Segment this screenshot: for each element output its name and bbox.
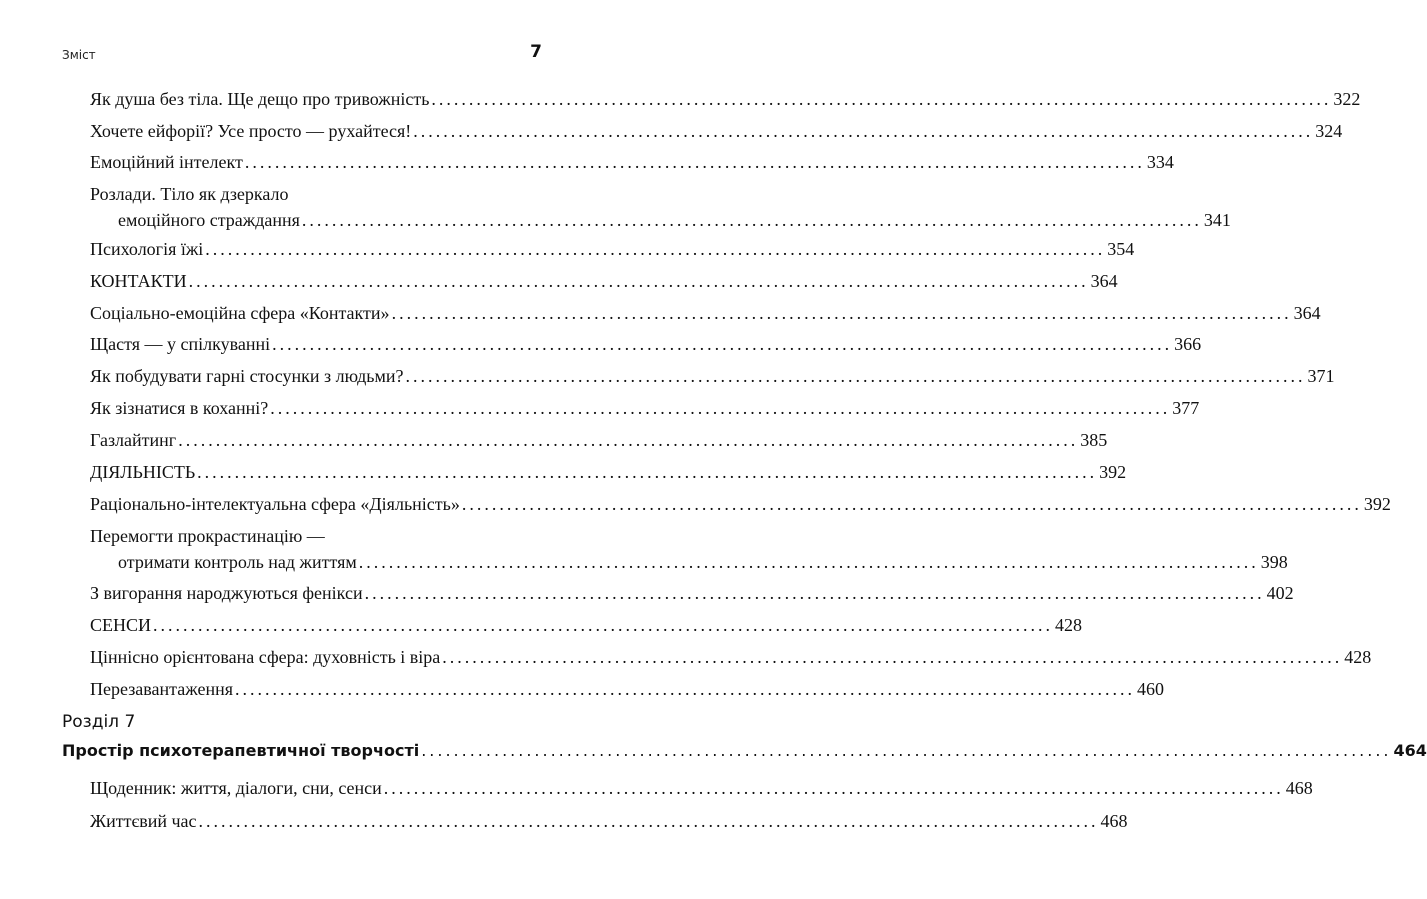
toc-title: Соціально-емоційна сфера «Контакти»	[90, 303, 390, 323]
toc-page: 385	[1080, 430, 1108, 450]
toc-title: Психологія їжі	[90, 239, 204, 259]
toc-entry-multiline	[90, 181, 1231, 233]
toc-entry	[90, 580, 1294, 606]
dot-leader: ........................................................................................................................	[405, 366, 1306, 386]
toc-title: КОНТАКТИ	[90, 271, 187, 291]
toc-title: Перезавантаження	[90, 679, 233, 699]
dot-leader: ........................................................................................................................	[235, 679, 1135, 699]
toc-page: 322	[1333, 89, 1361, 109]
toc-page: 364	[1090, 271, 1118, 291]
toc-page: 334	[1146, 152, 1174, 172]
toc-entry	[90, 808, 1128, 834]
toc-page: 341	[1203, 210, 1231, 230]
toc-entry	[90, 363, 1335, 389]
toc-title: Емоційний інтелект	[90, 152, 243, 172]
toc-title: Хочете ейфорії? Усе просто — рухайтеся!	[90, 121, 412, 141]
toc-title: Як душа без тіла. Ще дещо про тривожність	[90, 89, 430, 109]
toc-page: 428	[1344, 647, 1372, 667]
toc-entry	[90, 491, 1391, 517]
dot-leader: ........................................................................................................................	[442, 647, 1343, 667]
toc-title: Щастя — у спілкуванні	[90, 334, 271, 354]
toc-entry	[90, 644, 1372, 670]
dot-leader: ........................................................................................................................	[383, 778, 1284, 798]
toc-entry-section	[62, 738, 1427, 764]
toc-page: 324	[1315, 121, 1343, 141]
dot-leader: ........................................................................................................................	[421, 741, 1392, 760]
toc-entry	[90, 612, 1083, 638]
section-title: Простір психотерапевтичної творчості	[62, 741, 420, 760]
toc-title: З вигорання народжуються фенікси	[90, 583, 363, 603]
toc-page: 464	[1393, 741, 1427, 760]
toc-page: 377	[1172, 398, 1200, 418]
toc-page: 398	[1260, 552, 1288, 572]
dot-leader: ........................................................................................................................	[188, 271, 1089, 291]
toc-page: 364	[1293, 303, 1321, 323]
toc-title: СЕНСИ	[90, 615, 152, 635]
toc-entry	[90, 149, 1174, 175]
toc-page: 371	[1307, 366, 1335, 386]
page-number: 7	[530, 42, 542, 62]
section-label: Розділ 7	[62, 712, 136, 732]
toc-title: ДІЯЛЬНІСТЬ	[90, 462, 196, 482]
toc-page: 468	[1100, 811, 1128, 831]
toc-title: Щоденник: життя, діалоги, сни, сенси	[90, 778, 382, 798]
toc-title: Раціонально-інтелектуальна сфера «Діяльність»	[90, 494, 460, 514]
toc-page: 354	[1107, 239, 1135, 259]
toc-title: Газлайтинг	[90, 430, 177, 450]
dot-leader: ........................................................................................................................	[431, 89, 1332, 109]
toc-page: 460	[1137, 679, 1164, 699]
dot-leader: ........................................................................................................................	[272, 334, 1173, 354]
dot-leader: ........................................................................................................................	[358, 552, 1259, 572]
toc-entry	[90, 331, 1202, 357]
toc-page: 366	[1174, 334, 1202, 354]
dot-leader: ........................................................................................................................	[244, 152, 1145, 172]
toc-page: 468	[1285, 778, 1313, 798]
dot-leader: ........................................................................................................................	[153, 615, 1054, 635]
toc-entry	[90, 459, 1127, 485]
toc-entry	[90, 427, 1108, 453]
dot-leader: ........................................................................................................................	[197, 462, 1098, 482]
toc-entry	[90, 395, 1200, 421]
toc-entry	[90, 236, 1135, 262]
toc-title: Як побудувати гарні стосунки з людьми?	[90, 366, 404, 386]
toc-page: 392	[1099, 462, 1127, 482]
toc-entry	[90, 86, 1361, 112]
dot-leader: ........................................................................................................................	[178, 430, 1079, 450]
dot-leader: ........................................................................................................................	[413, 121, 1314, 141]
toc-title: Як зізнатися в коханні?	[90, 398, 269, 418]
dot-leader: ........................................................................................................................	[301, 210, 1202, 230]
toc-page: 392	[1363, 494, 1391, 514]
toc-title-line1: Розлади. Тіло як дзеркало	[90, 184, 289, 204]
toc-title-line2: емоційного страждання	[118, 210, 300, 230]
toc-entry-multiline	[90, 523, 1288, 575]
toc-page: 428	[1055, 615, 1083, 635]
dot-leader: ........................................................................................................................	[198, 811, 1099, 831]
dot-leader: ........................................................................................................................	[461, 494, 1362, 514]
toc-entry	[90, 118, 1343, 144]
toc-entry	[90, 268, 1118, 294]
toc-title: Життєвий час	[90, 811, 197, 831]
dot-leader: ........................................................................................................................	[205, 239, 1106, 259]
dot-leader: ........................................................................................................................	[364, 583, 1265, 603]
running-header: Зміст	[62, 48, 96, 62]
dot-leader: ........................................................................................................................	[391, 303, 1292, 323]
toc-title: Ціннісно орієнтована сфера: духовність і віра	[90, 647, 441, 667]
dot-leader: ........................................................................................................................	[270, 398, 1171, 418]
toc-entry	[90, 300, 1321, 326]
toc-title-line1: Перемогти прокрастинацію —	[90, 526, 325, 546]
toc-entry	[90, 676, 1164, 702]
toc-title-line2: отримати контроль над життям	[118, 552, 357, 572]
toc-page: 402	[1266, 583, 1294, 603]
toc-entry	[90, 775, 1313, 801]
